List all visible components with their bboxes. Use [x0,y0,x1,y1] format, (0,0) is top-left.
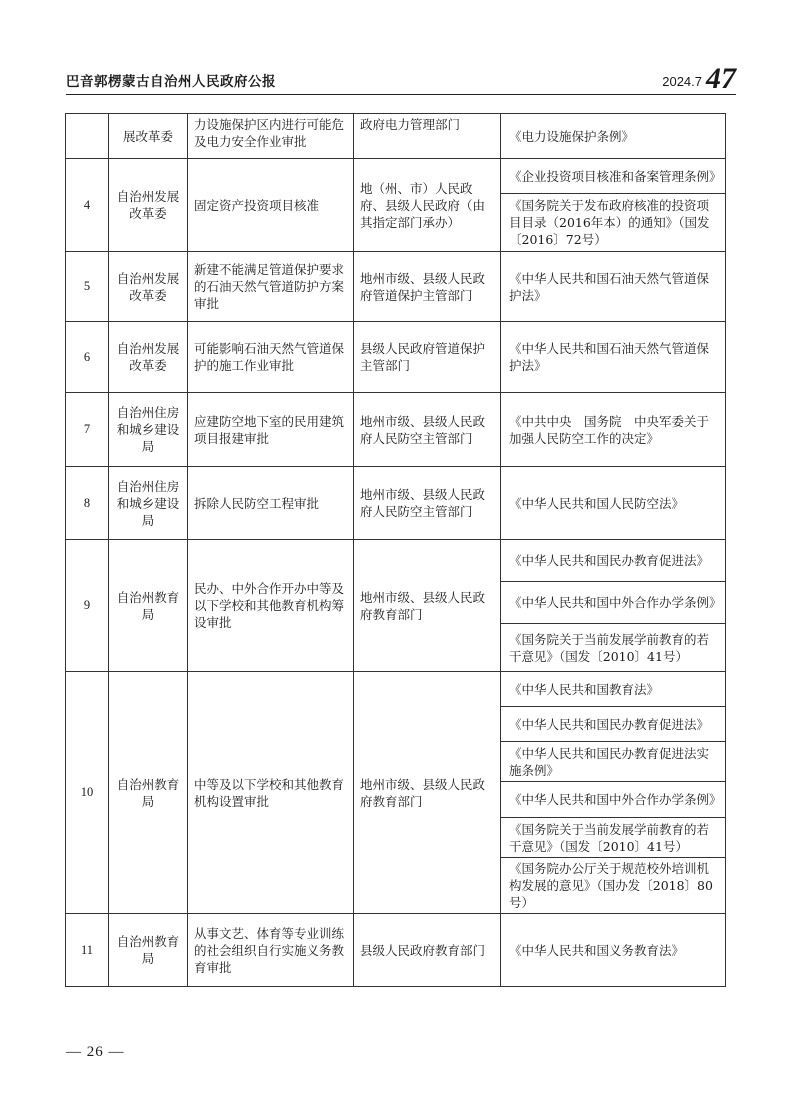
row-implementing-level: 地州市级、县级人民政府人民防空主管部门 [354,393,501,467]
row-approval-item: 可能影响石油天然气管道保护的施工作业审批 [188,322,354,393]
row-implementing-level: 政府电力管理部门 [354,114,501,159]
page-number: — 26 — [66,1044,125,1060]
row-number [66,114,109,159]
row-number: 9 [66,540,109,672]
row-implementing-level: 县级人民政府教育部门 [354,914,501,987]
table-row [66,393,726,467]
row-department: 自治州教育局 [109,540,188,672]
row-number: 6 [66,322,109,393]
publication-title: 巴音郭楞蒙古自治州人民政府公报 [66,74,276,90]
row-department: 自治州教育局 [109,672,188,914]
row-department: 自治州住房和城乡建设局 [109,467,188,540]
issue-number: 47 [706,62,736,95]
row-legal-basis: 《国务院关于当前发展学前教育的若干意见》（国发〔2010〕41号） [501,818,726,858]
table-row [66,467,726,540]
row-legal-basis: 《国务院关于发布政府核准的投资项目目录（2016年本）的通知》（国发〔2016〕72号） [501,194,726,252]
table-row [66,672,726,707]
row-department: 自治州教育局 [109,914,188,987]
row-legal-basis: 《中华人民共和国义务教育法》 [501,914,726,987]
row-implementing-level: 地州市级、县级人民政府管道保护主管部门 [354,252,501,322]
table-row [66,159,726,194]
row-approval-item: 拆除人民防空工程审批 [188,467,354,540]
row-legal-basis: 《中华人民共和国教育法》 [501,672,726,707]
row-approval-item: 从事文艺、体育等专业训练的社会组织自行实施义务教育审批 [188,914,354,987]
row-legal-basis: 《中共中央 国务院 中央军委关于加强人民防空工作的决定》 [501,393,726,467]
row-number: 5 [66,252,109,322]
row-number: 10 [66,672,109,914]
row-approval-item: 应建防空地下室的民用建筑项目报建审批 [188,393,354,467]
row-implementing-level: 地州市级、县级人民政府教育部门 [354,672,501,914]
row-legal-basis: 《国务院办公厅关于规范校外培训机构发展的意见》（国办发〔2018〕80号） [501,858,726,914]
row-approval-item: 力设施保护区内进行可能危及电力安全作业审批 [188,114,354,159]
row-department: 自治州住房和城乡建设局 [109,393,188,467]
row-implementing-level: 地州市级、县级人民政府教育部门 [354,540,501,672]
row-number: 11 [66,914,109,987]
row-legal-basis: 《国务院关于当前发展学前教育的若干意见》（国发〔2010〕41号） [501,624,726,672]
row-legal-basis: 《中华人民共和国人民防空法》 [501,467,726,540]
table-row [66,914,726,987]
page-header [66,60,736,95]
table-row [66,540,726,582]
row-approval-item: 新建不能满足管道保护要求的石油天然气管道防护方案审批 [188,252,354,322]
issue-date: 2024.7 [662,74,702,89]
row-legal-basis: 《企业投资项目核准和备案管理条例》 [501,159,726,194]
approval-items-table [65,113,726,987]
row-implementing-level: 县级人民政府管道保护主管部门 [354,322,501,393]
row-implementing-level: 地州市级、县级人民政府人民防空主管部门 [354,467,501,540]
row-legal-basis: 《中华人民共和国石油天然气管道保护法》 [501,322,726,393]
table-row [66,322,726,393]
row-department: 展改革委 [109,114,188,159]
row-approval-item: 民办、中外合作开办中等及以下学校和其他教育机构筹设审批 [188,540,354,672]
row-legal-basis: 《中华人民共和国中外合作办学条例》 [501,782,726,818]
row-approval-item: 中等及以下学校和其他教育机构设置审批 [188,672,354,914]
row-approval-item: 固定资产投资项目核准 [188,159,354,252]
row-number: 7 [66,393,109,467]
row-department: 自治州发展改革委 [109,252,188,322]
table-row [66,252,726,322]
row-implementing-level: 地（州、市）人民政府、县级人民政府（由其指定部门承办） [354,159,501,252]
row-legal-basis: 《中华人民共和国民办教育促进法实施条例》 [501,742,726,782]
row-number: 4 [66,159,109,252]
row-legal-basis: 《中华人民共和国中外合作办学条例》 [501,582,726,624]
row-number: 8 [66,467,109,540]
row-legal-basis: 《中华人民共和国民办教育促进法》 [501,707,726,742]
row-department: 自治州发展改革委 [109,322,188,393]
table-row [66,114,726,159]
row-legal-basis: 《电力设施保护条例》 [501,114,726,159]
row-department: 自治州发展改革委 [109,159,188,252]
row-legal-basis: 《中华人民共和国民办教育促进法》 [501,540,726,582]
row-legal-basis: 《中华人民共和国石油天然气管道保护法》 [501,252,726,322]
